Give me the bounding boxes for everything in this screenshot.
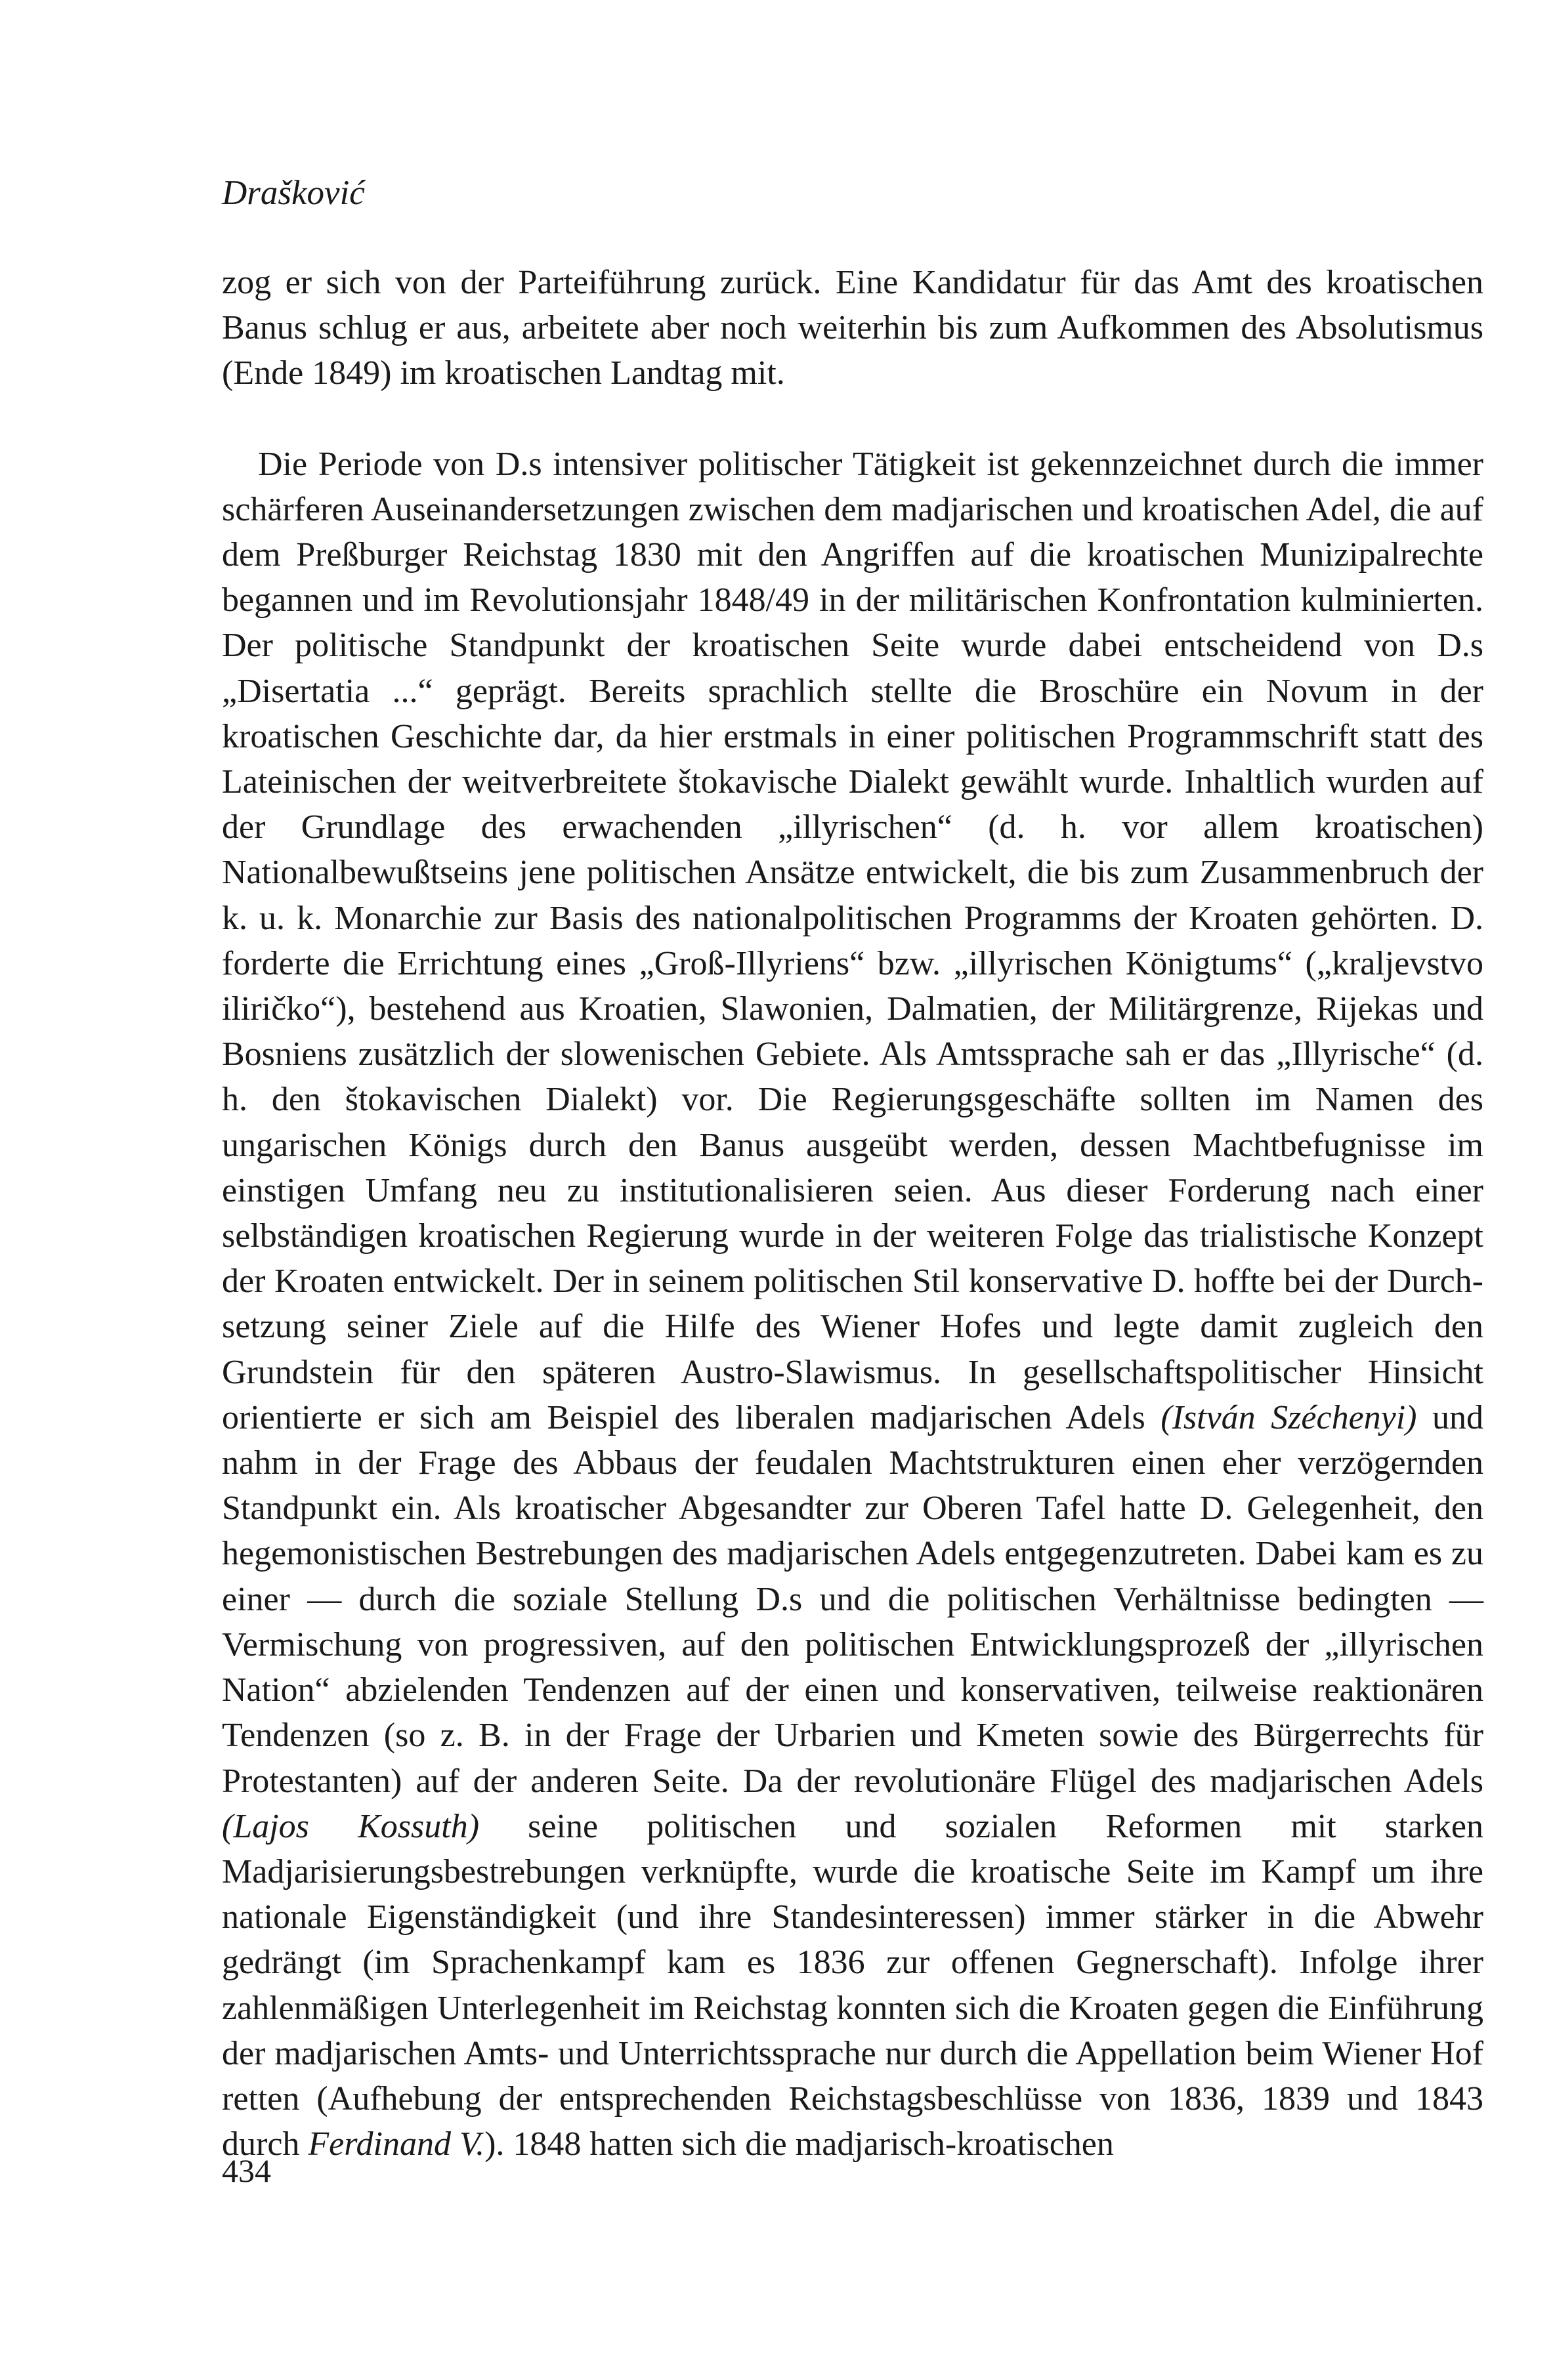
text-run: zog er sich von der Parteiführung zurück. Eine Kandidatur für das Amt des kroatischen Banus schlug er aus, arbeitete aber noch weiterhin bis zum Aufkommen des Absolutismus (Ende 1849) im kroatischen Landtag mit. [222,264,1483,392]
person-name-ferdinand: Ferdinand V. [308,2125,485,2163]
body-text [222,260,1483,2167]
page-number: 434 [222,2152,271,2189]
person-name-szechenyi: (István Széchenyi) [1161,1398,1417,1436]
text-run: und nahm in der Frage des Abbaus der feudalen Machtstrukturen einen eher verzögernden Standpunkt ein. Als kroatischer Abgesandter zur Oberen Tafel hatte D. Gelegenheit, den hegemonistischen Bestrebungen des madjarischen Adels entgegenzutreten. Dabei kam es zu einer — durch die soziale Stellung D.s und die politischen Verhältnisse bedingten — Vermischung von progressiven, auf den politischen Entwicklungsprozeß der „illyrischen Nation“ abzielenden Tendenzen auf der einen und konservativen, teilweise reaktionären Tendenzen (so z. B. in der Frage der Urbarien und Kmeten sowie des Bürgerrechts für Protestanten) auf der anderen Seite. Da der revolutionäre Flügel des madjarischen Adels [222,1398,1484,1800]
text-run: seine politischen und sozialen Reformen mit starken Madjarisierungsbestrebungen verknüpfte, wurde die kroatische Seite im Kampf um ihre nationale Eigenständigkeit (und ihre Standesinteressen) immer stärker in die Abwehr gedrängt (im Sprachenkampf kam es 1836 zur offenen Gegnerschaft). Infolge ihrer zahlenmäßigen Unterlegenheit im Reichstag konnten sich die Kroaten gegen die Einführung der madjarischen Amts- und Unterrichtssprache nur durch die Appellation beim Wiener Hof retten (Aufhebung der entsprechenden Reichstagsbeschlüsse von 1836, 1839 und 1843 durch [222,1807,1484,2163]
person-name-kossuth: (Lajos Kossuth) [222,1807,480,1845]
text-run: ). 1848 hatten sich die madjarisch-kroatischen [484,2125,1114,2163]
paragraph-1 [222,260,1483,396]
paragraph-2 [222,442,1483,2167]
running-head: Drašković [222,174,365,212]
text-run: Die Periode von D.s intensiver politischer Tätigkeit ist gekennzeichnet durch die immer schärferen Auseinandersetzungen zwischen dem madjarischen und kroatischen Adel, die auf dem Preßburger Reichstag 1830 mit den Angriffen auf die kroatischen Munizipalrechte begannen und im Revolutionsjahr 1848/49 in der militärischen Konfrontation kulminierten. Der politische Standpunkt der kroatischen Seite wurde dabei entscheidend von D.s „Disertatia ...“ geprägt. Bereits sprachlich stellte die Broschüre ein Novum in der kroatischen Geschichte dar, da hier erstmals in einer politischen Programmschrift statt des Lateinischen der weitverbreitete štokavische Dialekt gewählt wurde. Inhaltlich wurden auf der Grundlage des erwachenden „illyrischen“ (d. h. vor allem kroatischen) Nationalbewußtseins jene politischen Ansätze entwickelt, die bis zum Zusammenbruch der k. u. k. Monarchie zur Basis des nationalpolitischen Programms der Kroaten gehörten. D. forderte die Errichtung eines „Groß-Illyriens“ bzw. „illyrischen Königtums“ („kraljevstvo iliričko“), bestehend aus Kroatien, Slawonien, Dalmatien, der Militärgrenze, Rijekas und Bosniens zusätzlich der slowenischen Gebiete. Als Amtssprache sah er das „Illyrische“ (d. h. den štokavischen Dialekt) vor. Die Regierungsgeschäfte sollten im Namen des ungarischen Königs durch den Banus ausgeübt werden, dessen Machtbefugnisse im einstigen Umfang neu zu institutionalisieren seien. Aus dieser Forderung nach einer selbständigen kroatischen Regierung wurde in der weiteren Folge das trialistische Konzept der Kroaten entwickelt. Der in seinem politischen Stil konservative D. hoffte bei der Durchsetzung seiner Ziele auf die Hilfe des Wiener Hofes und legte damit zugleich den Grundstein für den späteren Austro-Slawismus. In gesellschaftspolitischer Hinsicht orientierte er sich am Beispiel des liberalen madjarischen Adels [222,445,1483,1436]
